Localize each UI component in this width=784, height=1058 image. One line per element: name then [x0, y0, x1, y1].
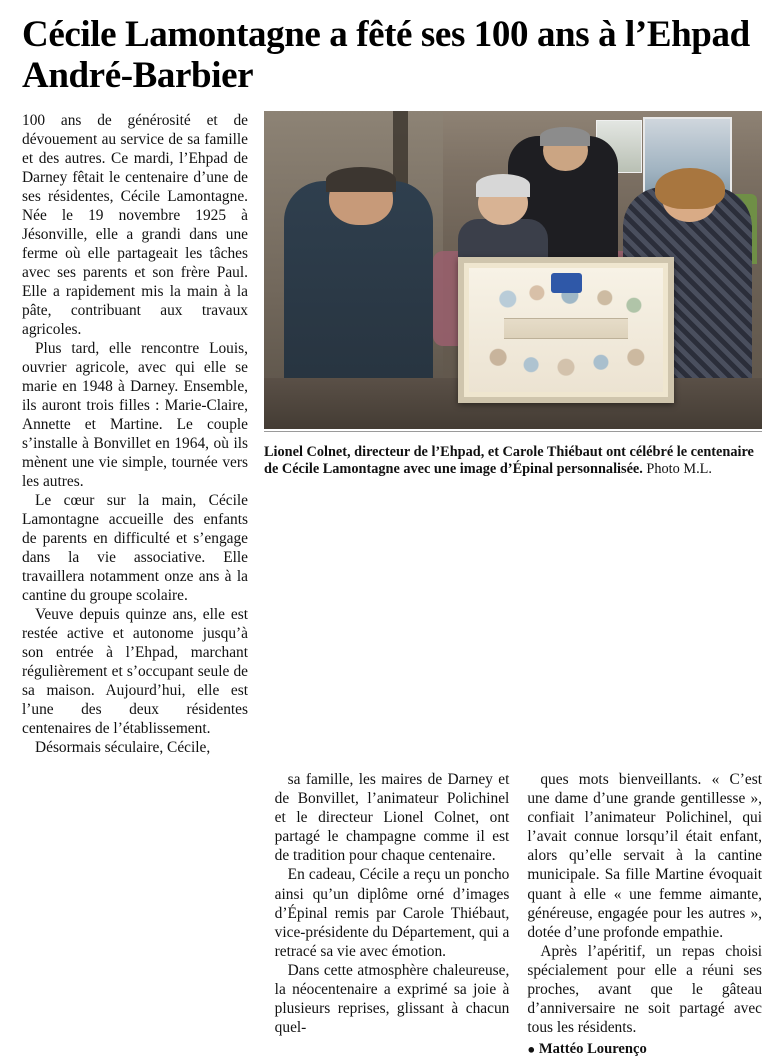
page-title: Cécile Lamontagne a fêté ses 100 ans à l’Ehpad André-Barbier [22, 14, 750, 97]
paragraph: ques mots bienveillants. « C’est une dame d’une grande gentillesse », confiait l’animateur Polichinel, qui l’avait connue lorsqu’il était enfant, alors qu’elle servait à la cantine municipale. Sa fille Martine évoquait quant à elle « une femme aimante, généreuse, engagée pour les autres », dotée d’une profonde empathie. [527, 771, 763, 941]
article-photo-block [264, 111, 762, 479]
byline-bullet-icon: ● [527, 1041, 536, 1057]
article-column-2-spacer [22, 770, 257, 1057]
paragraph: sa famille, les maires de Darney et de Bonvillet, l’animateur Polichinel et le directeur Lionel Colnet, ont partagé le champagne comme il est de tradition pour chaque centenaire. [274, 771, 510, 865]
paragraph: Veuve depuis quinze ans, elle est restée active et autonome jusqu’à son entrée à l’Ehpad, marchant régulièrement et s’occupant seule de sa maison. Aujourd’hui, elle est l’une des deux résidentes centenaires de l’établissement. [22, 606, 248, 738]
article-column-2 [275, 770, 510, 1057]
paragraph: Le cœur sur la main, Cécile Lamontagne accueille des enfants de parents en difficulté et s’engage dans la vie associative. Elle travaillera notamment onze ans à la cantine du groupe scolaire. [22, 492, 248, 605]
paragraph: Plus tard, elle rencontre Louis, ouvrier agricole, avec qui elle se marie en 1948 à Darney. Ensemble, ils auront trois filles : Marie-Claire, Annette et Martine. Le couple s’installe à Bonvillet en 1964, où ils mènent une vie simple, tournée vers les autres. [22, 340, 248, 491]
photo-collage-images [469, 268, 663, 392]
paragraph: Après l’apéritif, un repas choisi spécialement pour elle a réuni ses proches, avant que le gâteau d’anniversaire ne soit partagé avec tous les résidents. [527, 942, 763, 1036]
photo-person-right-hair [655, 168, 725, 209]
photo-caption [264, 444, 762, 479]
photo-framed-collage [458, 257, 674, 403]
photo-collage-text-band [504, 318, 628, 340]
paragraph: 100 ans de générosité et de dévouement au service de sa famille et des autres. Ce mardi, l’Ehpad de Darney fêtait le centenaire d’une de ses résidentes, Cécile Lamontagne. Née le 19 novembre 1925 à Jésonville, elle a grandi dans une ferme où elle partageait les tâches avec ses parents et son frère Paul. Elle a rapidement mis la main à la pâte, contribuant aux travaux agricoles. [22, 111, 248, 339]
article-top-section [22, 111, 762, 758]
photo-person-left-hair [326, 167, 396, 192]
paragraph: En cadeau, Cécile a reçu un poncho ainsi qu’un diplôme orné d’images d’Épinal remis par Carole Thiébaut, vice-présidente du Département, qui a retracé sa vie avec émotion. [274, 866, 510, 960]
photo-centenarian-hair [476, 174, 531, 196]
photo-wrap [264, 111, 762, 429]
article-column-3 [527, 770, 762, 1057]
photo-person-standing-hair [540, 127, 590, 146]
byline [527, 1041, 762, 1058]
paragraph: Dans cette atmosphère chaleureuse, la néocentenaire a exprimé sa joie à plusieurs reprises, glissant à chacun quel- [274, 961, 510, 1036]
article-photo [264, 111, 762, 429]
photo-caption-text: Lionel Colnet, directeur de l’Ehpad, et Carole Thiébaut ont célébré le centenaire de Cécile Lamontagne avec une image d’Épinal personnalisée. [264, 443, 754, 478]
article-bottom-section [22, 770, 762, 1057]
paragraph: Désormais séculaire, Cécile, [35, 739, 211, 757]
byline-author: Mattéo Lourenço [538, 1040, 647, 1057]
photo-credit: Photo M.L. [642, 461, 712, 478]
article-column-1 [22, 111, 248, 758]
caption-divider [264, 431, 762, 432]
photo-collage-ribbon [551, 273, 582, 293]
